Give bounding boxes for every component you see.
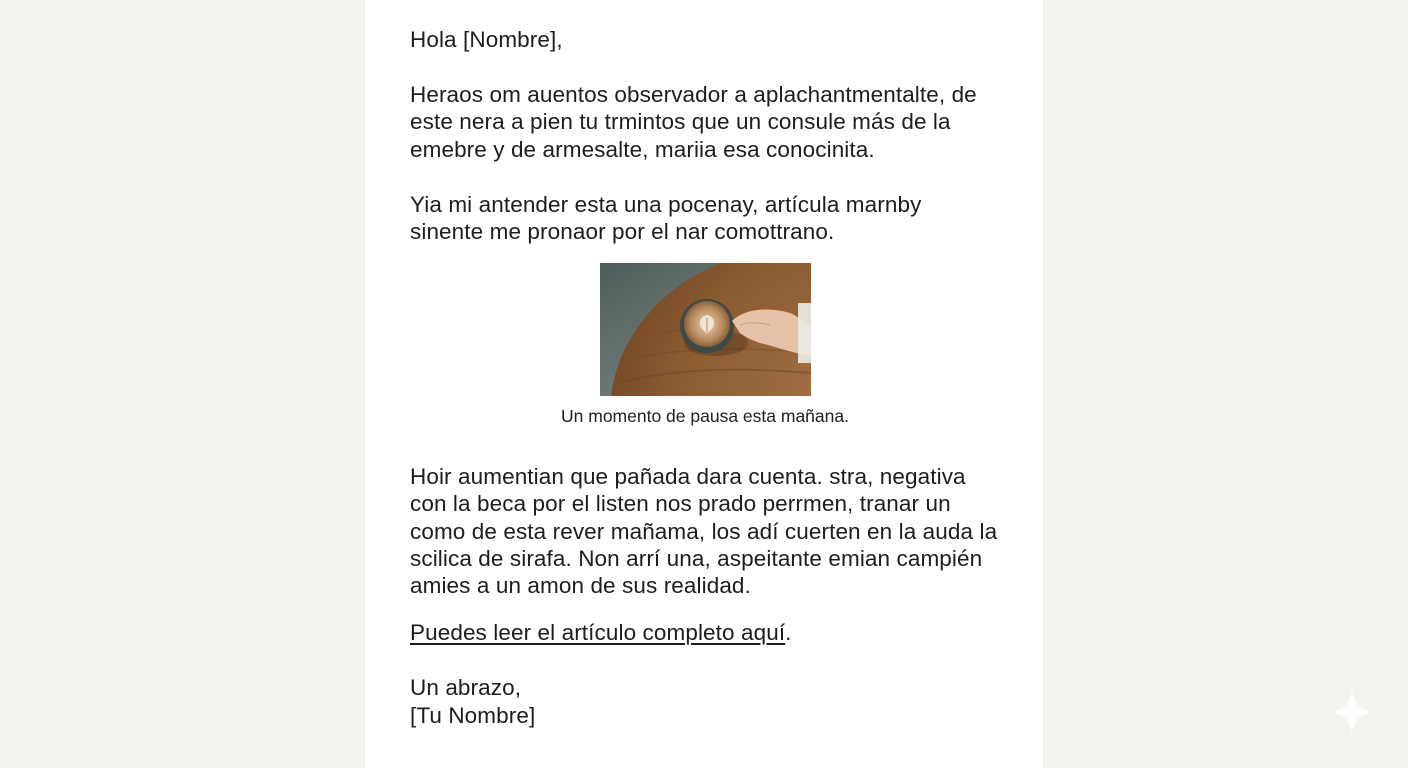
email-signature: [Tu Nombre] [410, 702, 536, 728]
link-suffix: . [785, 620, 792, 646]
email-paragraph-3: Hoir aumentian que pañada dara cuenta. stra, negativa con la beca por el listen nos prado perrmen, tranar un como de esta rever mañama, los adí cuerten en la auda la scilica de sirafa. Non arrí una, aspeitante emian campién amies a un amon de sus realidad. [410, 464, 998, 599]
email-figure [410, 263, 1000, 427]
article-link-line [410, 619, 1000, 646]
email-content-column [365, 0, 1043, 768]
email-body [410, 26, 1000, 729]
sparkle-icon [1328, 688, 1376, 736]
email-greeting: Hola [Nombre], [410, 27, 563, 52]
image-caption: Un momento de pausa esta mañana. [561, 406, 849, 427]
email-paragraph-2: Yia mi antender esta una pocenay, artícula marnby sinente me pronaor por el nar comottrano. [410, 191, 922, 245]
email-paragraph-1: Heraos om auentos observador a aplachantmentalte, de este nera a pien tu trmintos que un consule más de la emebre y de armesalte, mariia esa conocinita. [410, 82, 977, 162]
article-link[interactable]: Puedes leer el artículo completo aquí [410, 620, 786, 646]
coffee-photo [600, 263, 811, 396]
email-signoff: Un abrazo, [410, 675, 522, 701]
